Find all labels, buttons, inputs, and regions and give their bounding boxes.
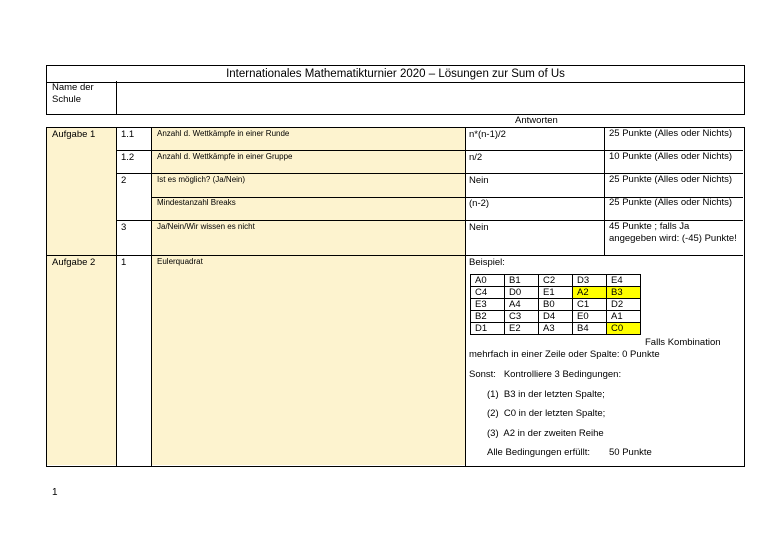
page-number: 1 <box>52 487 58 498</box>
task1-row-points: 10 Punkte (Alles oder Nichts) <box>609 151 733 162</box>
condition-item: (3) A2 in der zweiten Reihe <box>487 428 604 439</box>
task2-question: Eulerquadrat <box>157 257 203 266</box>
example-cell: A0 <box>471 275 505 287</box>
example-cell: B3 <box>607 287 641 299</box>
example-row <box>471 299 641 311</box>
example-cell: A2 <box>573 287 607 299</box>
school-name-row <box>46 81 745 115</box>
example-row <box>471 323 641 335</box>
task1-row-answer: (n-2) <box>469 198 490 209</box>
task1-row-points: 25 Punkte (Alles oder Nichts) <box>609 174 733 185</box>
example-cell: B0 <box>539 299 573 311</box>
row-divider <box>46 255 743 256</box>
euler-square-example <box>470 274 641 335</box>
example-cell: E2 <box>505 323 539 335</box>
task-label-column <box>47 128 116 465</box>
example-cell: E4 <box>607 275 641 287</box>
example-cell: C0 <box>607 323 641 335</box>
example-cell: A3 <box>539 323 573 335</box>
condition-item: (1) B3 in der letzten Spalte; <box>487 389 605 400</box>
combo-rule-line1: Falls Kombination <box>645 337 721 348</box>
task1-row-answer: n/2 <box>469 152 483 163</box>
column-divider <box>151 127 152 466</box>
example-cell: B1 <box>505 275 539 287</box>
task1-row-answer: n*(n-1)/2 <box>469 129 506 140</box>
condition-item: (2) C0 in der letzten Spalte; <box>487 408 606 419</box>
task1-label: Aufgabe 1 <box>52 129 96 140</box>
example-cell: C3 <box>505 311 539 323</box>
example-cell: C2 <box>539 275 573 287</box>
school-name-label: Name der Schule <box>52 82 94 105</box>
example-cell: A1 <box>607 311 641 323</box>
task1-row-number: 3 <box>121 222 127 233</box>
example-label: Beispiel: <box>469 257 505 268</box>
otherwise-label: Sonst: Kontrolliere 3 Bedingungen: <box>469 369 622 380</box>
column-divider <box>465 127 466 466</box>
task1-row-question: Mindestanzahl Breaks <box>157 198 236 207</box>
example-cell: D2 <box>607 299 641 311</box>
example-cell: D0 <box>505 287 539 299</box>
example-row <box>471 275 641 287</box>
example-cell: C4 <box>471 287 505 299</box>
task1-row-points: 45 Punkte ; falls Ja angegeben wird: (-45) Punkte! <box>609 221 737 244</box>
example-cell: A4 <box>505 299 539 311</box>
column-divider <box>604 127 605 255</box>
task1-row-number: 1.1 <box>121 129 135 140</box>
task1-row-number: 1.2 <box>121 152 135 163</box>
task2-number: 1 <box>121 257 127 268</box>
task1-row-points: 25 Punkte (Alles oder Nichts) <box>609 197 733 208</box>
task1-row-points: 25 Punkte (Alles oder Nichts) <box>609 128 733 139</box>
example-cell: E1 <box>539 287 573 299</box>
page-title: Internationales Mathematikturnier 2020 – Lösungen zur Sum of Us <box>46 65 745 83</box>
combo-rule-line2: mehrfach in einer Zeile oder Spalte: 0 Punkte <box>469 349 660 360</box>
task2-label: Aufgabe 2 <box>52 257 96 268</box>
task1-row-question: Anzahl d. Wettkämpfe in einer Gruppe <box>157 152 293 161</box>
task1-row-number: 2 <box>121 175 127 186</box>
example-cell: C1 <box>573 299 607 311</box>
example-cell: D1 <box>471 323 505 335</box>
example-cell: B2 <box>471 311 505 323</box>
column-divider <box>116 127 117 466</box>
all-fulfilled-points: 50 Punkte <box>609 447 652 458</box>
example-cell: E3 <box>471 299 505 311</box>
example-row <box>471 287 641 299</box>
task1-row-question: Ja/Nein/Wir wissen es nicht <box>157 222 255 231</box>
example-row <box>471 311 641 323</box>
answers-header: Antworten <box>515 115 558 126</box>
task1-row-answer: Nein <box>469 222 489 233</box>
example-cell: E0 <box>573 311 607 323</box>
task1-row-answer: Nein <box>469 175 489 186</box>
example-cell: B4 <box>573 323 607 335</box>
example-cell: D3 <box>573 275 607 287</box>
example-cell: D4 <box>539 311 573 323</box>
task1-row-question: Ist es möglich? (Ja/Nein) <box>157 175 246 184</box>
all-fulfilled-label: Alle Bedingungen erfüllt: <box>487 447 590 458</box>
task1-row-question: Anzahl d. Wettkämpfe in einer Runde <box>157 129 290 138</box>
